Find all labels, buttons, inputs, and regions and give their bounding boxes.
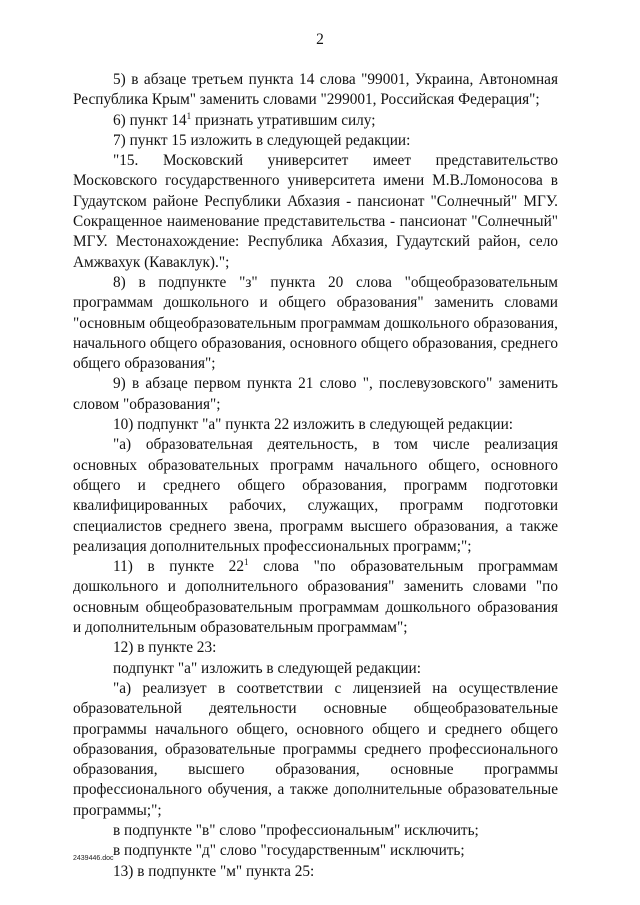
paragraph: 5) в абзаце третьем пункта 14 слова "99001, Украина, Автономная Республика Крым" заменить словами "299001, Российская Федерация"; [73,71,558,109]
paragraph: в подпункте "в" слово "профессиональным" исключить; [113,821,479,839]
paragraph-text: слова "по образовательным программам дошкольного и дополнительного образования" заменить словами "по основным общеобразовательным программам дошкольного образования и дополнительным образовательным программам"; [73,558,558,637]
paragraph: 8) в подпункте "з" пункта 20 слова "общеобразовательным программам дошкольного и общего образования" заменить словами "основным общеобразовательным программам дошкольного образования, начального общего образования, основного общего образования, среднего общего образования"; [73,273,558,373]
paragraph-text: 11) в пункте 22 [113,558,244,576]
paragraph: 13) в подпункте "м" пункта 25: [113,862,315,880]
paragraph: "а) реализует в соответствии с лицензией на осуществление образовательной деятельности основные общеобразовательные программы начального общего, основного общего и среднего общего образования, образовательные программы среднего профессионального образования, высшего образования, основные программы профессионального обучения, а также дополнительные образовательные программы;"; [73,679,558,819]
paragraph-text: признать утратившим силу; [191,111,376,129]
page-number: 2 [316,31,324,48]
paragraph: 7) пункт 15 изложить в следующей редакции: [113,131,411,149]
paragraph [73,111,558,131]
superscript: 1 [243,557,249,568]
paragraph: 9) в абзаце первом пункта 21 слово ", послевузовского" заменить словом "образования"; [73,375,558,413]
document-body [73,70,558,882]
paragraph: "15. Московский университет имеет представительство Московского государственного университета имени М.В.Ломоносова в Гудаутском районе Республики Абхазия - пансионат "Солнечный" МГУ. Сокращенное наименование представительства - пансионат "Солнечный" МГУ. Местонахождение: Республика Абхазия, Гудаутский район, село Амжвахук (Каваклук)."; [73,152,558,271]
paragraph: 10) подпункт "а" пункта 22 изложить в следующей редакции: [113,416,514,434]
paragraph: "а) образовательная деятельность, в том числе реализация основных образовательных программ начального общего, основного общего и среднего общего образования, программ подготовки квалифицированных рабочих, служащих, программ подготовки специалистов среднего звена, программ высшего образования, а также реализация дополнительных профессиональных программ;"; [73,436,558,555]
paragraph: подпункт "а" изложить в следующей редакции: [113,659,421,677]
paragraph: 12) в пункте 23: [113,639,217,657]
paragraph [73,557,558,638]
superscript: 1 [186,110,192,121]
document-file-name: 2439446.doc [73,855,114,862]
paragraph: в подпункте "д" слово "государственным" исключить; [113,842,465,860]
paragraph-text: 6) пункт 14 [113,111,187,129]
